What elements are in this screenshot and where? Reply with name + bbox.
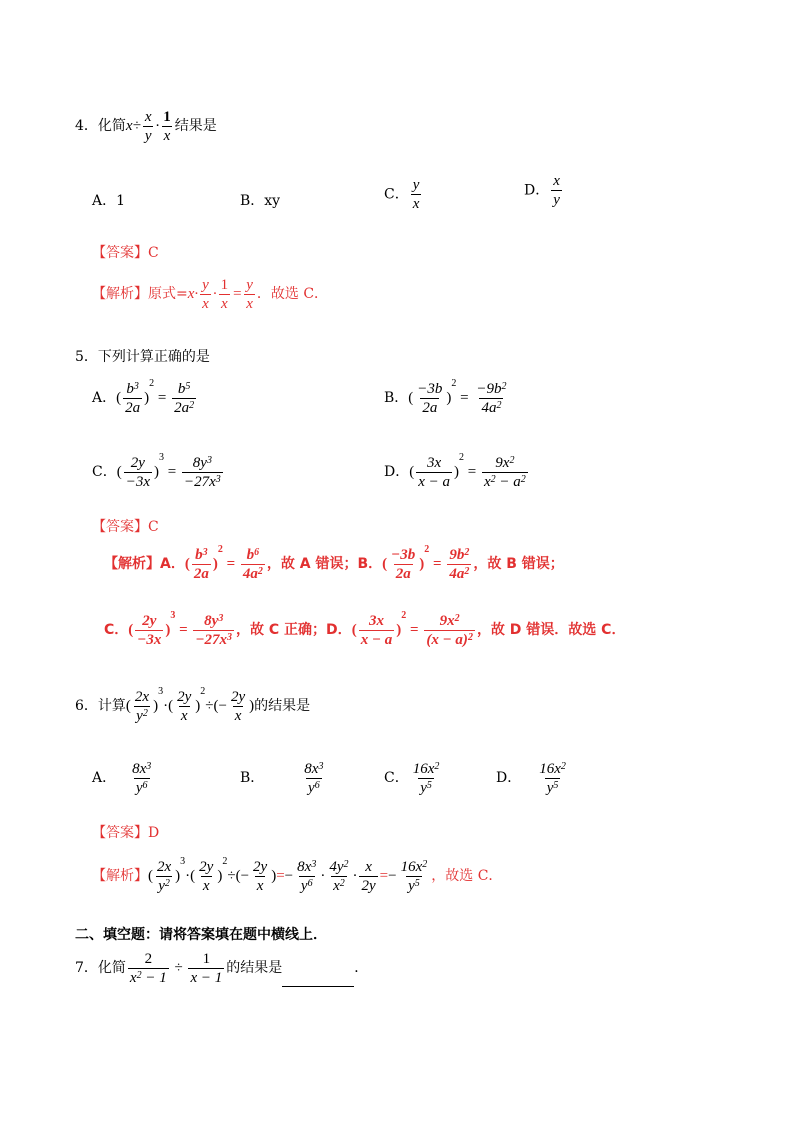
option-label: D．	[496, 769, 522, 786]
fraction: $\frac{x}{y}$	[144, 109, 152, 144]
q5-analysis-line1: 【解析】A．( $\frac{b^3}{2a}$ )$^2$ = $\frac{b^6}{4a^2}$ ，故 A 错误；B．( $\frac{-3b}{2a}$ )$^2$ = $\frac{9b^2}{4a^2}$ ，故 B 错误；	[104, 544, 564, 582]
q5-option-d: D．( $\frac{3x}{x - a}$ )$^2$ = $\frac{9x^2}{x^2 - a^2}$	[384, 452, 526, 490]
section-2-title: 二、填空题：请将答案填在题中横线上．	[75, 927, 327, 943]
analysis-label: 【解析】A．	[104, 555, 185, 572]
q6-analysis: 【解析】( $\frac{2x}{y^2}$ )$^3$·( $\frac{2y}{x}$ )$^2$÷(− $\frac{2y}{x}$ )=− $\frac{8x^3}{y^6}$ · $\frac{4y^2}{x^2}$ · $\frac{x}{2y}$ =− $\frac{16x^2}{y^5}$ ，故选 C．	[92, 856, 503, 894]
option-label: B．	[240, 769, 265, 786]
q4-option-d	[524, 172, 564, 209]
q6-option-c: C． $\frac{16x^2}{y^5}$	[384, 761, 440, 796]
analysis-label: C．	[104, 621, 129, 638]
option-label: D．	[384, 463, 410, 480]
option-label: B．	[384, 389, 409, 406]
q4-answer: 【答案】C	[92, 245, 159, 261]
q5-option-b: B．( $\frac{-3b}{2a}$ )$^2$ = $\frac{-9b^2}{4a^2}$	[384, 378, 507, 416]
answer-blank[interactable]	[282, 972, 354, 987]
q7-stem: 7．化简 $\frac{2}{x^2 - 1}$ ÷ $\frac{1}{x - 1}$ 的结果是 ．	[75, 951, 369, 986]
q7-tail: 的结果是	[226, 959, 283, 976]
q6-tail: 的结果是	[254, 697, 311, 714]
q5-option-a: A．( $\frac{b^3}{2a}$ )$^2$ = $\frac{b^5}{2a^2}$	[92, 378, 195, 416]
option-label: D．	[524, 182, 550, 199]
q5-option-c: C．( $\frac{2y}{-3x}$ )$^3$ = $\frac{8y^3}{-27x^3}$	[92, 452, 221, 490]
q4-number: 4．化简	[75, 117, 126, 134]
analysis-tail: ．故选 C．	[256, 285, 329, 302]
option-label: A．1	[92, 193, 126, 209]
option-label: C．	[92, 463, 117, 480]
q5-analysis-line2: C．( $\frac{2y}{-3x}$ )$^3$ = $\frac{8y^3}{-27x^3}$ ，故 C 正确；D．( $\frac{3x}{x - a}$ )$^2$ = $\frac{9x^2}{(x - a)^2}$ ，故 D 错误．故选 C．	[104, 610, 626, 648]
fraction: $\frac{y}{x}$	[412, 177, 420, 212]
analysis-text: ，故 A 错误；B．	[266, 555, 383, 572]
q6-option-a: A． $\frac{8x^3}{y^6}$	[92, 761, 152, 796]
q6-option-b: B． $\frac{8x^3}{y^6}$	[240, 761, 324, 796]
option-label: C．	[384, 186, 409, 203]
q6-answer: 【答案】D	[92, 825, 160, 841]
q4-analysis	[92, 276, 328, 313]
q7-number: 7．化简	[75, 959, 126, 976]
analysis-label: 【解析】原式=	[92, 285, 188, 302]
q5-stem: 5．下列计算正确的是	[75, 349, 210, 365]
option-label: A．	[92, 769, 117, 786]
q6-option-d: D． $\frac{16x^2}{y^5}$	[496, 761, 566, 796]
option-label: B．xy	[240, 193, 281, 209]
q4-analysis-expr: x· $\frac{y}{x}$ · $\frac{1}{x}$ = $\frac{y}{x}$	[187, 277, 253, 312]
analysis-text: ，故 B 错误；	[473, 555, 564, 572]
option-label: C．	[384, 769, 409, 786]
q4-option-c	[384, 176, 423, 213]
q4-expr: x÷ $\frac{x}{y}$ · $\frac{1}{x}$	[125, 109, 171, 144]
fraction: $\frac{x}{y}$	[553, 173, 560, 208]
analysis-text: ，故 D 错误．故选 C．	[476, 621, 626, 638]
q4-option-a	[92, 190, 125, 210]
q4-tail: 结果是	[174, 117, 217, 134]
q6-number: 6．计算	[75, 697, 126, 714]
fraction: $\frac{1}{x}$	[163, 109, 171, 144]
analysis-label: 【解析】	[92, 867, 148, 884]
q4-stem	[75, 108, 217, 145]
option-label: A．	[92, 389, 117, 406]
q4-option-b	[240, 190, 280, 210]
q5-answer: 【答案】C	[92, 519, 159, 535]
q6-stem: 6．计算( $\frac{2x}{y^2}$ )$^3$·( $\frac{2y}{x}$ )$^2$÷(− $\frac{2y}{x}$ )的结果是	[75, 686, 311, 724]
analysis-tail: ，故选 C．	[431, 867, 503, 884]
analysis-text: ，故 C 正确；D．	[236, 621, 352, 638]
q7-end: ．	[354, 959, 369, 976]
